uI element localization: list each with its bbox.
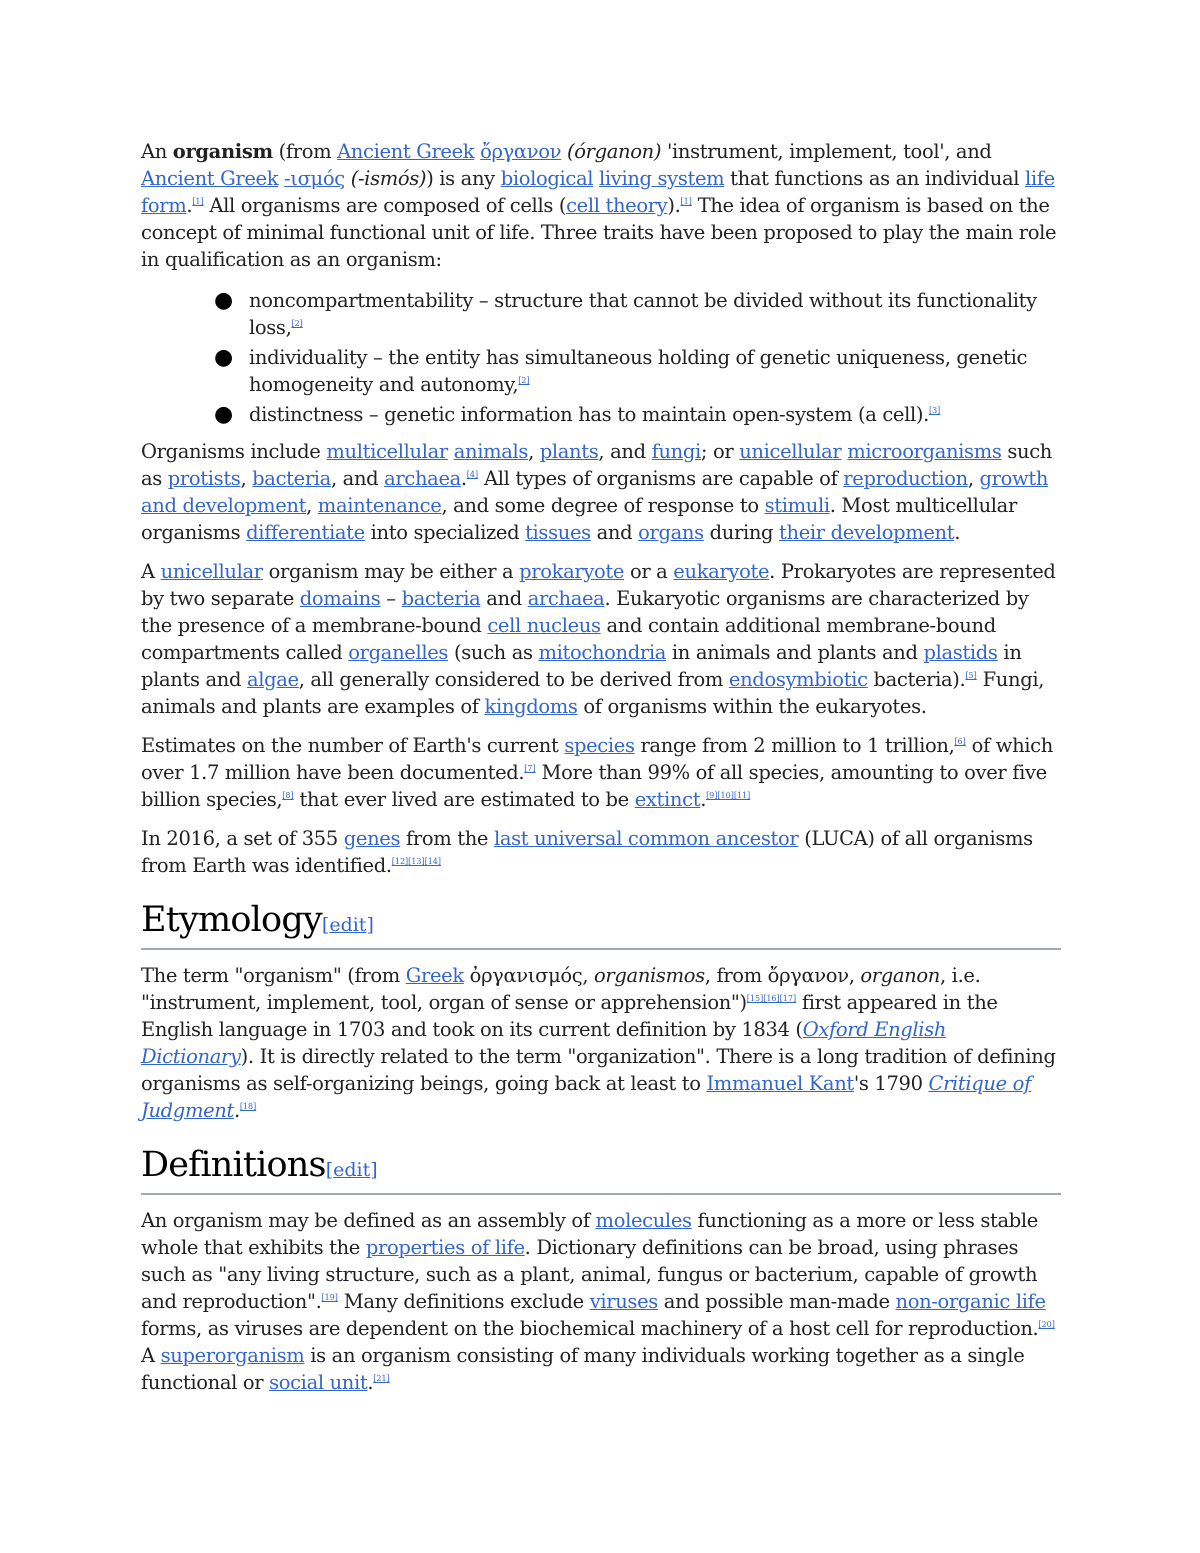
list-item	[214, 401, 1061, 428]
citation-ref[interactable]: [20]	[1038, 1320, 1055, 1329]
text: of organisms within the eukaryotes.	[577, 695, 927, 718]
text: ; or	[700, 440, 740, 463]
bracket: [	[321, 914, 330, 936]
text: . Dictionary definitions can be broad, using phrases such as "any living structure, such as a plant, animal, fungus or bacterium, capable of growth and reproduction".	[141, 1236, 1038, 1313]
link-ancient-greek-2[interactable]: Ancient Greek	[141, 167, 279, 190]
link-cell-theory[interactable]: cell theory	[566, 194, 668, 217]
text: and contain additional membrane-bound compartments called	[141, 614, 996, 664]
link-properties-of-life[interactable]: properties of life	[365, 1236, 525, 1259]
citation-ref[interactable]: [2]	[291, 319, 303, 328]
citation-ref[interactable]: [5]	[965, 671, 977, 680]
text: Fungi, animals and plants are examples of	[141, 668, 1045, 718]
link-prokaryote[interactable]: prokaryote	[519, 560, 625, 583]
text: (from	[272, 140, 338, 163]
species-paragraph	[141, 732, 1061, 813]
citation-ref[interactable]: [9][10][11]	[706, 791, 751, 800]
text: , all generally considered to be derived from	[298, 668, 729, 691]
text: first appeared in the English language in 1703 and took on its current definition by 1834 (	[141, 991, 998, 1041]
text: during	[703, 521, 780, 544]
link-unicellular[interactable]: unicellular	[160, 560, 263, 583]
link-plants[interactable]: plants	[539, 440, 599, 463]
text: .	[233, 1099, 240, 1122]
edit-link[interactable]: edit	[333, 1159, 371, 1181]
text: , from ὄργανον,	[704, 964, 861, 987]
heading-text: Definitions	[141, 1145, 326, 1185]
citation-ref[interactable]: [19]	[321, 1293, 338, 1302]
heading-text: Etymology	[141, 900, 322, 940]
citation-ref[interactable]: [1]	[680, 197, 692, 206]
text: . Prokaryotes are represented by two separate	[141, 560, 1056, 610]
text: , i.e. "instrument, implement, tool, organ of sense or apprehension")	[141, 964, 981, 1014]
bullet-icon: ●	[214, 345, 233, 370]
link-algae[interactable]: algae	[246, 668, 299, 691]
text: .	[954, 521, 961, 544]
link-bacteria[interactable]: bacteria	[252, 467, 331, 490]
link-domains[interactable]: domains	[299, 587, 381, 610]
list-item-text: noncompartmentability – structure that cannot be divided without its functionality loss,	[249, 289, 1037, 339]
bracket: [	[325, 1159, 334, 1181]
link-viruses[interactable]: viruses	[589, 1290, 658, 1313]
link-ismos-greek[interactable]: -ισμός	[284, 167, 345, 190]
link-ancient-greek[interactable]: Ancient Greek	[337, 140, 475, 163]
text: Many definitions exclude	[337, 1290, 590, 1313]
text: in plants and	[141, 641, 1022, 691]
text: in animals and plants and	[666, 641, 924, 664]
citation-ref[interactable]: [15][16][17]	[746, 994, 797, 1003]
text: A	[141, 560, 161, 583]
text: The idea of organism is based on the concept of minimal functional unit of life. Three traits have been proposed to play the main role in qualification as an organism:	[141, 194, 1057, 271]
citation-ref[interactable]: [6]	[954, 737, 966, 746]
link-organon-greek[interactable]: ὄργανον	[480, 140, 562, 163]
text: ,	[967, 467, 980, 490]
link-life-form[interactable]: life form	[141, 167, 1055, 217]
text: , and some degree of response to	[441, 494, 765, 517]
link-organs[interactable]: organs	[638, 521, 704, 544]
edit-section	[322, 914, 374, 936]
link-extinct[interactable]: extinct	[634, 788, 701, 811]
link-cell-nucleus[interactable]: cell nucleus	[487, 614, 601, 637]
link-archaea[interactable]: archaea	[527, 587, 605, 610]
link-organelles[interactable]: organelles	[348, 641, 449, 664]
text: forms, as viruses are dependent on the biochemical machinery of a host cell for reproduction.	[141, 1317, 1039, 1340]
text: ,	[528, 440, 540, 463]
text: of which over 1.7 million have been documented.	[141, 734, 1053, 784]
text: An organism may be defined as an assembly of	[141, 1209, 596, 1232]
text: The term "organism" (from	[141, 964, 406, 987]
text: that ever lived are estimated to be	[293, 788, 635, 811]
link-growth-and-development[interactable]: growth and development	[141, 467, 1049, 517]
etymology-paragraph	[141, 962, 1061, 1124]
edit-link[interactable]: edit	[329, 914, 367, 936]
list-item-text: distinctness – genetic information has to maintain open-system (a cell).	[249, 403, 929, 426]
text: Organisms include	[141, 440, 327, 463]
link-plastids[interactable]: plastids	[923, 641, 998, 664]
bullet-icon: ●	[214, 288, 233, 313]
types-paragraph	[141, 438, 1061, 546]
link-differentiate[interactable]: differentiate	[246, 521, 365, 544]
link-maintenance[interactable]: maintenance	[317, 494, 442, 517]
link-social-unit[interactable]: social unit	[269, 1371, 368, 1394]
link-biological[interactable]: biological	[500, 167, 594, 190]
text: from the	[400, 827, 494, 850]
term-organism: organism	[172, 140, 273, 163]
text: organism may be either a	[262, 560, 520, 583]
text: –	[380, 587, 402, 610]
transliteration: (-ismós)	[350, 167, 427, 190]
link-protists[interactable]: protists	[167, 467, 241, 490]
citation-ref[interactable]: [18]	[239, 1102, 257, 1111]
link-microorganisms[interactable]: microorganisms	[847, 440, 1002, 463]
definitions-paragraph	[141, 1207, 1061, 1396]
text: . Eukaryotic organisms are characterized by the presence of a membrane-bound	[141, 587, 1029, 637]
text: bacteria).	[867, 668, 966, 691]
text: . Most multicellular organisms	[141, 494, 1017, 544]
article-body	[141, 138, 1061, 1408]
link-species[interactable]: species	[564, 734, 635, 757]
link-genes[interactable]: genes	[343, 827, 401, 850]
text: such as	[141, 440, 1053, 490]
text: .	[367, 1371, 374, 1394]
link-unicellular[interactable]: unicellular	[739, 440, 842, 463]
text: (such as	[448, 641, 539, 664]
text: All organisms are composed of cells (	[203, 194, 567, 217]
citation-ref[interactable]: [12][13][14]	[391, 857, 441, 866]
text: and	[480, 587, 528, 610]
text: All types of organisms are capable of	[478, 467, 844, 490]
text: ,	[240, 467, 253, 490]
link-fungi[interactable]: fungi	[651, 440, 701, 463]
citation-ref[interactable]: [4]	[466, 470, 479, 479]
transliteration: organon	[860, 964, 940, 987]
link-molecules[interactable]: molecules	[595, 1209, 692, 1232]
citation-ref[interactable]: [3]	[928, 406, 941, 415]
text: ) is any	[426, 167, 501, 190]
link-endosymbiotic[interactable]: endosymbiotic	[728, 668, 868, 691]
link-multicellular[interactable]: multicellular	[326, 440, 448, 463]
text: , and	[598, 440, 652, 463]
link-non-organic-life[interactable]: non-organic life	[895, 1290, 1046, 1313]
text: More than 99% of all species, amounting to over five billion species,	[141, 761, 1047, 811]
citation-ref[interactable]: [8]	[282, 791, 294, 800]
text: .	[460, 467, 467, 490]
text: and	[590, 521, 639, 544]
text: ὀργανισμός,	[463, 964, 595, 987]
traits-list	[141, 287, 1061, 428]
text: A	[141, 1344, 161, 1367]
text: ). It is directly related to the term "organization". There is a long tradition of defining organisms as self-organizing beings, going back at least to	[141, 1045, 1056, 1095]
text: 's 1790	[853, 1072, 929, 1095]
intro-paragraph	[141, 138, 1061, 273]
link-oxford-english-dictionary[interactable]: Oxford English Dictionary	[141, 1018, 947, 1068]
text: .	[700, 788, 707, 811]
text: ).	[667, 194, 681, 217]
link-tissues[interactable]: tissues	[525, 521, 591, 544]
luca-paragraph	[141, 825, 1061, 879]
link-mitochondria[interactable]: mitochondria	[538, 641, 667, 664]
link-stimuli[interactable]: stimuli	[764, 494, 830, 517]
link-kingdoms[interactable]: kingdoms	[484, 695, 578, 718]
text: In 2016, a set of 355	[141, 827, 344, 850]
text: range from 2 million to 1 trillion,	[634, 734, 955, 757]
link-luca[interactable]: last universal common ancestor	[493, 827, 799, 850]
bracket: ]	[370, 1159, 378, 1181]
text: is an organism consisting of many individuals working together as a single functional or	[141, 1344, 1025, 1394]
list-item-text: individuality – the entity has simultaneous holding of genetic uniqueness, genetic homogeneity and autonomy,	[249, 346, 1028, 396]
link-reproduction[interactable]: reproduction	[843, 467, 968, 490]
transliteration: organismos	[594, 964, 705, 987]
text: 'instrument, implement, tool', and	[661, 140, 992, 163]
citation-ref[interactable]: [1]	[192, 197, 204, 206]
link-archaea[interactable]: archaea	[384, 467, 461, 490]
text: that functions as an individual	[724, 167, 1025, 190]
link-immanuel-kant[interactable]: Immanuel Kant	[706, 1072, 854, 1095]
section-heading-definitions	[141, 1144, 1061, 1195]
bracket: ]	[366, 914, 374, 936]
link-superorganism[interactable]: superorganism	[160, 1344, 305, 1367]
link-eukaryote[interactable]: eukaryote	[673, 560, 770, 583]
link-critique-of-judgment[interactable]: Critique of Judgment	[141, 1072, 1031, 1122]
text: ,	[306, 494, 318, 517]
text: , and	[330, 467, 385, 490]
citation-ref[interactable]: [21]	[373, 1374, 390, 1383]
list-item	[214, 287, 1061, 341]
text: or a	[624, 560, 674, 583]
link-their-development[interactable]: their development	[779, 521, 955, 544]
link-living-system[interactable]: living system	[599, 167, 725, 190]
section-heading-etymology	[141, 899, 1061, 950]
text: Estimates on the number of Earth's current	[141, 734, 565, 757]
bullet-icon: ●	[214, 402, 233, 427]
text: .	[186, 194, 193, 217]
link-greek[interactable]: Greek	[405, 964, 464, 987]
link-animals[interactable]: animals	[453, 440, 529, 463]
text: functioning as a more or less stable whole that exhibits the	[141, 1209, 1038, 1259]
text: and possible man-made	[657, 1290, 896, 1313]
text: into specialized	[364, 521, 526, 544]
list-item	[214, 344, 1061, 398]
transliteration: (órganon)	[567, 140, 662, 163]
edit-section	[326, 1159, 378, 1181]
cells-paragraph	[141, 558, 1061, 720]
text: (LUCA) of all organisms from Earth was identified.	[141, 827, 1033, 877]
text: An	[141, 140, 173, 163]
citation-ref[interactable]: [7]	[524, 764, 536, 773]
link-bacteria[interactable]: bacteria	[401, 587, 481, 610]
citation-ref[interactable]: [2]	[518, 376, 530, 385]
